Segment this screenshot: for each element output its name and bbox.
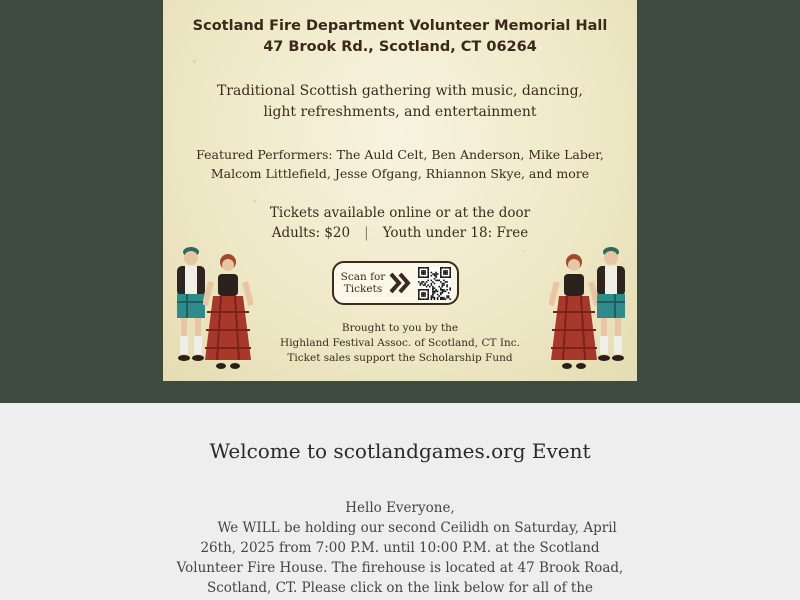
scan-for-tickets-box[interactable] — [332, 261, 459, 305]
body-text-line: 26th, 2025 from 7:00 P.M. until 10:00 P.M. at the Scotland — [200, 540, 600, 556]
sponsor-line-1: Brought to you by the — [341, 322, 459, 334]
qr-code[interactable] — [418, 267, 451, 300]
body-text-line: We WILL be holding our second Ceilidh on Saturday, April — [183, 520, 617, 536]
body-text-line: Volunteer Fire House. The firehouse is located at 47 Brook Road, — [176, 560, 624, 576]
double-chevron-right-icon — [388, 270, 412, 296]
sponsor-line-3: Ticket sales support the Scholarship Fund — [287, 352, 513, 364]
performers-line-2: Malcom Littlefield, Jesse Ofgang, Rhiannon Skye, and more — [210, 166, 590, 181]
main-content — [0, 403, 800, 600]
event-poster — [163, 0, 637, 381]
kilted-man-illustration-right — [587, 244, 635, 376]
sponsor-line-2: Highland Festival Assoc. of Scotland, CT Inc. — [280, 337, 520, 349]
venue-address: 47 Brook Rd., Scotland, CT 06264 — [263, 39, 537, 55]
scan-label-line-2: Tickets — [343, 283, 383, 295]
body-text-line: Hello Everyone, — [345, 500, 455, 516]
youth-price: Youth under 18: Free — [382, 225, 529, 241]
scan-label-line-1: Scan for — [340, 271, 386, 283]
tickets-availability: Tickets available online or at the door — [269, 205, 531, 221]
scan-label — [339, 271, 387, 295]
price-separator: | — [364, 225, 369, 241]
venue-name: Scotland Fire Department Volunteer Memorial Hall — [192, 18, 608, 34]
event-description-line-2: light refreshments, and entertainment — [263, 104, 537, 120]
event-description-line-1: Traditional Scottish gathering with music, dancing, — [216, 83, 584, 99]
performers-line-1: Featured Performers: The Auld Celt, Ben Anderson, Mike Laber, — [196, 147, 604, 162]
adult-price: Adults: $20 — [271, 225, 351, 241]
page-title: Welcome to scotlandgames.org Event — [209, 439, 591, 463]
tartan-dress-woman-illustration — [203, 252, 253, 376]
ticket-prices — [163, 225, 637, 241]
body-text-line: Scotland, CT. Please click on the link below for all of the — [206, 580, 594, 596]
